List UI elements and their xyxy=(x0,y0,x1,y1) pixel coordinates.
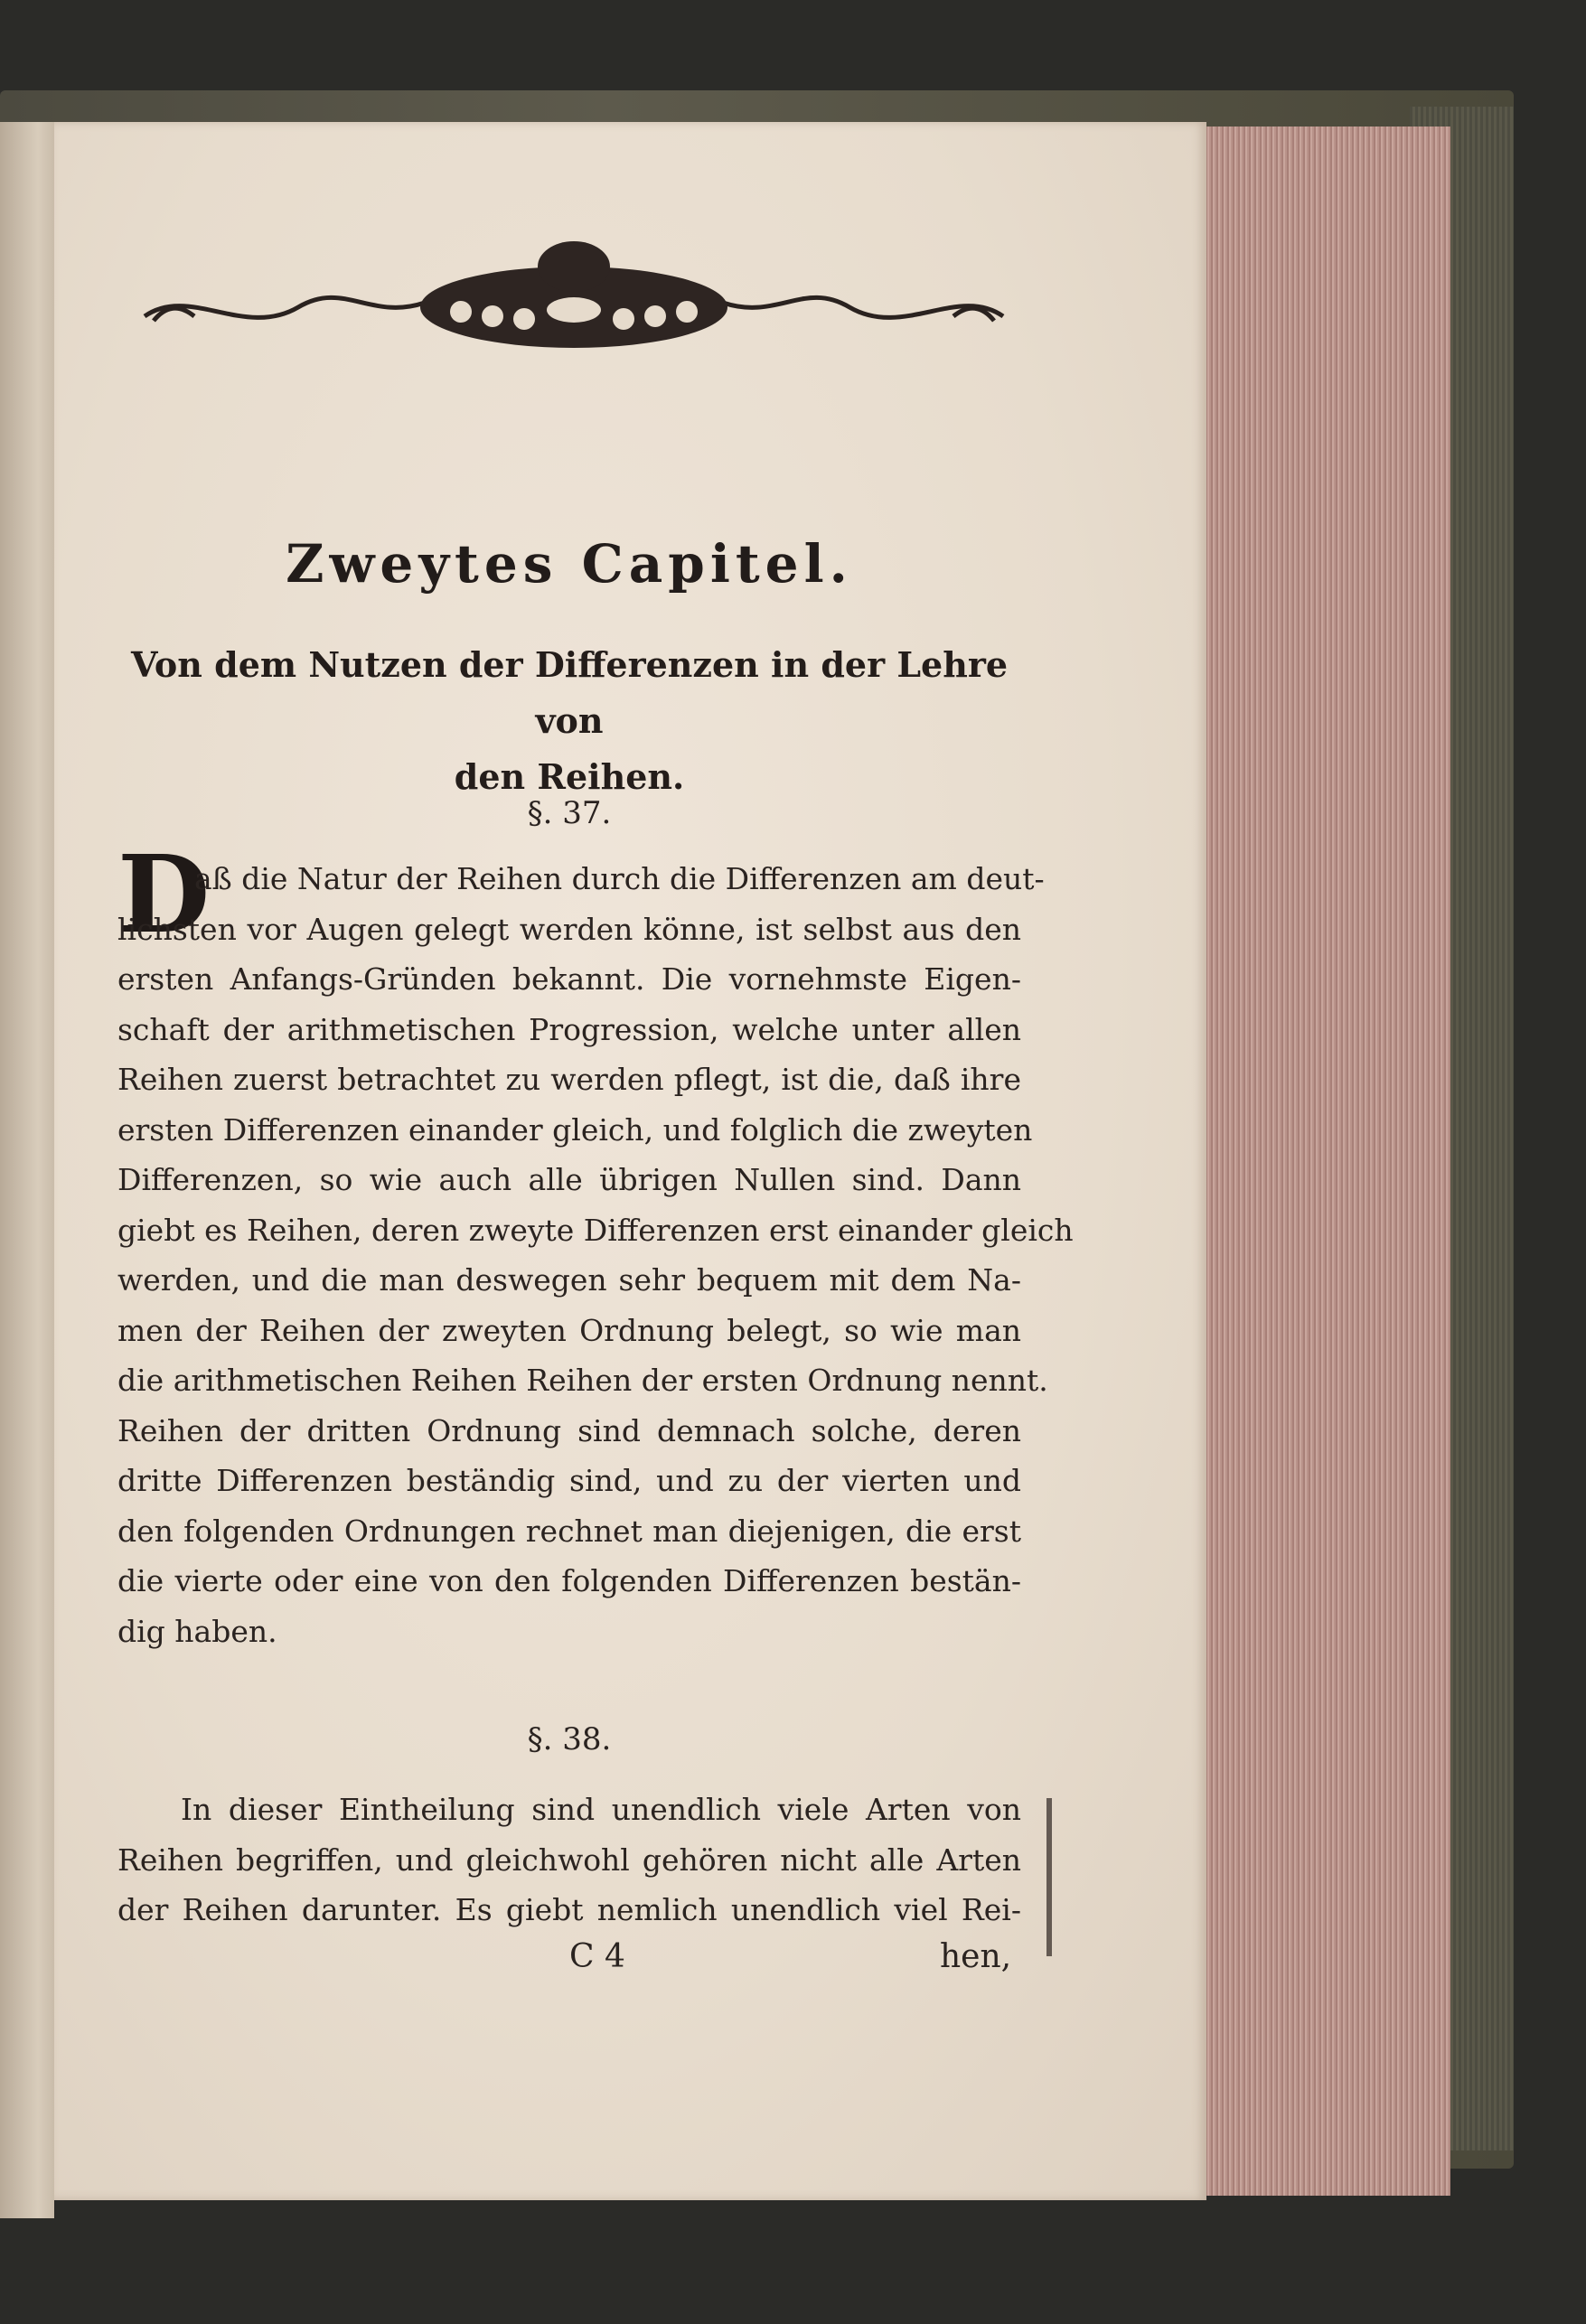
chapter-subtitle xyxy=(117,637,1021,805)
section-38-mark: §. 38. xyxy=(527,1721,612,1757)
text-line: ersten Differenzen einander gleich, und folglich die zweyten xyxy=(117,1111,1033,1148)
section-38-body xyxy=(117,1785,1021,1935)
page-edges xyxy=(1193,127,1450,2196)
signature-mark: C 4 xyxy=(569,1938,625,1975)
text-line: Reihen zuerst betrachtet zu werden pflegt, ist die, daß ihre xyxy=(117,1062,1021,1097)
text-line: Differenzen, so wie auch alle übrigen Nullen sind. Dann xyxy=(117,1162,1021,1197)
text-line: Reihen der dritten Ordnung sind demnach solche, deren xyxy=(117,1412,1021,1448)
facing-page-edge xyxy=(0,122,54,2218)
text-line: schaft der arithmetischen Progression, welche unter allen xyxy=(117,1011,1021,1047)
chapter-subtitle-line: den Reihen. xyxy=(454,756,685,797)
text-line: dig haben. xyxy=(117,1613,277,1649)
drop-cap: D xyxy=(117,831,211,957)
section-37-lead-lines xyxy=(117,854,1045,955)
text-line: den folgenden Ordnungen rechnet man diejenigen, die erst xyxy=(117,1513,1021,1549)
catchword: hen, xyxy=(940,1938,1012,1975)
text-line: werden, und die man deswegen sehr bequem mit dem Na- xyxy=(117,1262,1021,1298)
margin-pencil-mark xyxy=(1046,1798,1052,1956)
section-37-mark: §. 37. xyxy=(527,795,612,831)
section-37-body xyxy=(117,954,1074,1656)
headpiece-ornament xyxy=(136,230,1012,366)
text-line: In dieser Eintheilung sind unendlich viele Arten von xyxy=(181,1792,1021,1827)
text-line: Reihen begriffen, und gleichwohl gehören nicht alle Arten xyxy=(117,1841,1021,1878)
text-line: men der Reihen der zweyten Ordnung belegt, so wie man xyxy=(117,1312,1021,1348)
text-line: die arithmetischen Reihen Reihen der ersten Ordnung nennt. xyxy=(117,1363,1048,1398)
text-line: giebt es Reihen, deren zweyte Differenzen erst einander gleich xyxy=(117,1212,1074,1248)
chapter-subtitle-line: Von dem Nutzen der Differenzen in der Lehre von xyxy=(130,644,1009,741)
text-line: lichsten vor Augen gelegt werden könne, ist selbst aus den xyxy=(117,911,1021,947)
text-line: die vierte oder eine von den folgenden Differenzen bestän- xyxy=(117,1563,1021,1598)
text-line: aß die Natur der Reihen durch die Differenzen am deut- xyxy=(194,861,1045,896)
text-line: der Reihen darunter. Es giebt nemlich unendlich viel Rei- xyxy=(117,1892,1021,1927)
text-line: ersten Anfangs-Gründen bekannt. Die vornehmste Eigen- xyxy=(117,961,1021,997)
text-line: dritte Differenzen beständig sind, und zu der vierten und xyxy=(117,1463,1021,1498)
chapter-title: Zweytes Capitel. xyxy=(286,533,853,595)
